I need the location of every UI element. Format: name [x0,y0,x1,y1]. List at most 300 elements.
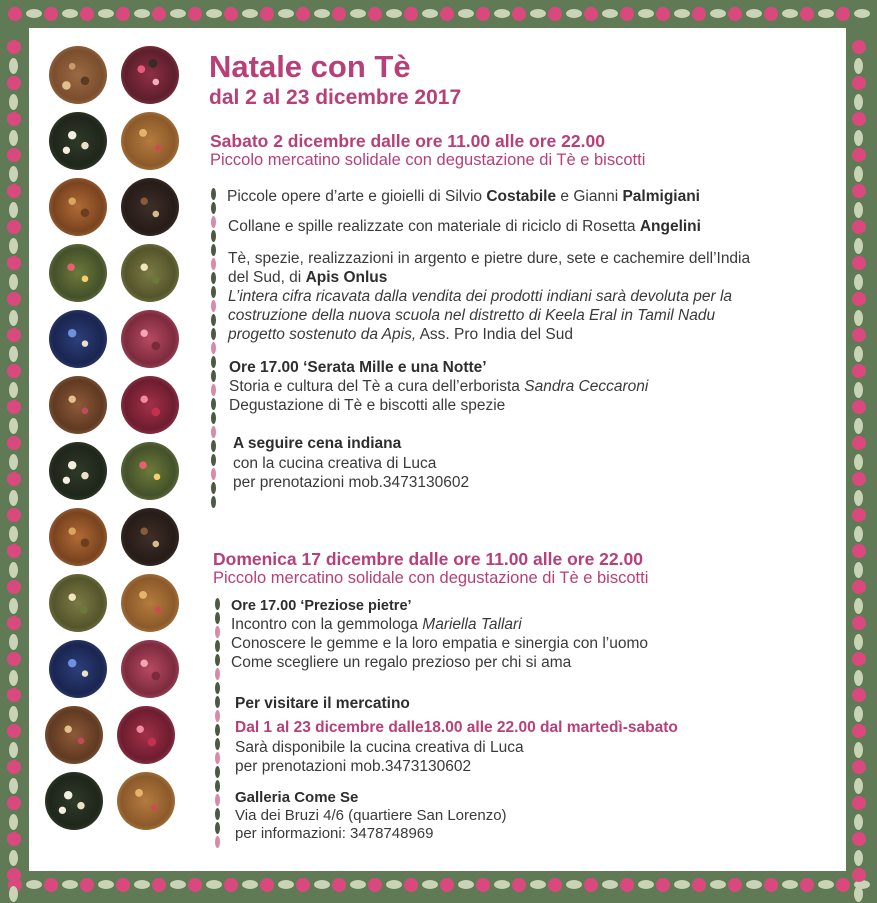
sunday-event-line3: Come scegliere un regalo prezioso per chi si ama [231,654,572,671]
border-dot [368,878,382,892]
border-dot [728,878,742,892]
bullet-leaf-icon [215,808,220,820]
bullet-leaf-icon [211,188,216,200]
bullet-leaf-icon [215,738,220,750]
border-leaf [854,454,863,470]
border-leaf [782,9,798,18]
bullet-leaf-icon [215,766,220,778]
artworks-text: Piccole opere d’arte e gioielli di Silvio [227,188,487,205]
border-dot [852,220,866,234]
border-dot [7,688,21,702]
border-dot [584,878,598,892]
border-dot [548,878,562,892]
donation-italic: progetto sostenuto da Apis, [228,326,417,343]
border-leaf [98,9,114,18]
border-dot [440,7,454,21]
tea-herb-image [49,574,107,632]
border-leaf [278,880,294,889]
border-dot [188,7,202,21]
bullet-leaf-icon [211,496,216,508]
event-text: Storia e cultura del Tè a cura dell’erborista [229,378,525,395]
tea-herb-image [121,178,179,236]
visit-booking: per prenotazioni mob.3473130602 [235,758,472,775]
border-leaf [9,634,18,650]
bullet-leaf-icon [215,612,220,624]
border-leaf [170,9,186,18]
border-leaf [854,814,863,830]
saturday-event-line2: Degustazione di Tè e biscotti alle spezie [229,397,506,414]
border-leaf [206,880,222,889]
bullet-leaf-icon [211,384,216,396]
border-dot [80,878,94,892]
jewelry-text: Collane e spille realizzate con materiale di riciclo di Rosetta [228,218,640,235]
border-dot [80,7,94,21]
tea-herb-image [121,376,179,434]
border-dot [7,256,21,270]
border-leaf [26,880,42,889]
tea-herb-image [49,508,107,566]
border-leaf [9,274,18,290]
border-dot [7,220,21,234]
border-dot [7,400,21,414]
border-dot [620,878,634,892]
border-dot [852,688,866,702]
event-dates: dal 2 al 23 dicembre 2017 [209,86,462,109]
border-dot [7,148,21,162]
border-dot [116,7,130,21]
artist-name: Costabile [486,188,557,205]
border-dot [692,878,706,892]
bullet-leaf-icon [215,668,220,680]
border-dot [852,436,866,450]
border-dot [7,328,21,342]
tea-herb-image [121,310,179,368]
tea-herb-image [121,508,179,566]
border-leaf [314,880,330,889]
border-dot [836,7,850,21]
bullet-leaf-icon [211,244,216,256]
border-leaf [566,9,582,18]
bullet-leaf-icon [215,780,220,792]
border-leaf [9,166,18,182]
border-dot [368,7,382,21]
tea-herb-image [45,772,103,830]
bullet-leaf-icon [215,794,220,806]
bullet-leaf-icon [215,710,220,722]
tea-herb-image [49,310,107,368]
flyer-panel [29,28,846,871]
border-leaf [854,94,863,110]
border-leaf [206,9,222,18]
border-dot [116,878,130,892]
tea-herb-image [121,574,179,632]
border-leaf [854,886,863,902]
border-dot [852,184,866,198]
border-dot [548,7,562,21]
sunday-event-line2: Conoscere le gemme e la loro empatia e sinergia con l’uomo [231,635,648,652]
border-leaf [854,418,863,434]
border-leaf [9,58,18,74]
border-leaf [9,94,18,110]
border-leaf [9,778,18,794]
border-leaf [674,9,690,18]
artist-name: Angelini [639,218,701,235]
border-leaf [422,9,438,18]
border-dot [7,40,21,54]
tea-herb-image [49,442,107,500]
border-leaf [746,9,762,18]
bullet-leaf-icon [215,724,220,736]
border-leaf [9,130,18,146]
border-leaf [9,742,18,758]
border-leaf [9,490,18,506]
border-leaf [9,346,18,362]
border-leaf [494,880,510,889]
border-dot [692,7,706,21]
border-leaf [854,526,863,542]
border-leaf [458,880,474,889]
border-dot [332,7,346,21]
border-dot [7,184,21,198]
venue-address: Via dei Bruzi 4/6 (quartiere San Lorenzo) [235,807,507,824]
border-leaf [818,880,834,889]
border-leaf [854,166,863,182]
bullet-leaf-icon [211,328,216,340]
border-leaf [602,9,618,18]
border-dot [852,364,866,378]
tea-herb-image [49,178,107,236]
border-dot [728,7,742,21]
border-leaf [854,562,863,578]
border-leaf [854,58,863,74]
venue-name: Galleria Come Se [235,789,359,806]
organization-name: Apis Onlus [305,269,388,286]
border-dot [852,544,866,558]
border-dot [852,400,866,414]
border-dot [476,7,490,21]
saturday-subheading: Piccolo mercatino solidale con degustazione di Tè e biscotti [210,151,646,169]
border-leaf [854,490,863,506]
tea-herb-image [121,112,179,170]
border-leaf [9,310,18,326]
visit-title: Per visitare il mercatino [235,695,410,712]
border-leaf [854,274,863,290]
border-leaf [278,9,294,18]
bullet-leaf-icon [211,314,216,326]
bullet-leaf-icon [215,836,220,848]
border-dot [764,878,778,892]
border-leaf [854,202,863,218]
bullet-leaf-icon [215,654,220,666]
bullet-leaf-icon [215,640,220,652]
bullet-leaf-icon [211,286,216,298]
bullet-leaf-icon [215,822,220,834]
border-dot [7,544,21,558]
bullet-leaf-icon [211,412,216,424]
visit-line1: Sarà disponibile la cucina creativa di Luca [235,739,524,756]
border-dot [152,7,166,21]
border-leaf [854,382,863,398]
border-dot [620,7,634,21]
border-dot [852,724,866,738]
list-item-india-line2 [228,268,387,287]
border-leaf [854,670,863,686]
border-dot [800,7,814,21]
border-dot [260,878,274,892]
border-leaf [26,9,42,18]
border-dot [852,472,866,486]
border-dot [440,878,454,892]
border-leaf [134,9,150,18]
border-leaf [9,562,18,578]
artist-name: Palmigiani [622,188,700,205]
sunday-subheading: Piccolo mercatino solidale con degustazione di Tè e biscotti [213,569,649,587]
list-item-jewelry [228,217,701,236]
border-leaf [854,850,863,866]
border-leaf [242,880,258,889]
border-leaf [710,880,726,889]
bullet-leaf-icon [211,398,216,410]
border-dot [404,7,418,21]
border-dot [296,7,310,21]
bullet-leaf-icon [215,682,220,694]
border-leaf [386,9,402,18]
border-dot [332,878,346,892]
border-leaf [854,238,863,254]
border-leaf [854,130,863,146]
border-leaf [62,9,78,18]
border-dot [800,878,814,892]
border-dot [44,878,58,892]
bullet-leaf-icon [211,300,216,312]
border-leaf [9,850,18,866]
tea-herb-image [121,244,179,302]
border-leaf [242,9,258,18]
saturday-heading: Sabato 2 dicembre dalle ore 11.00 alle ore 22.00 [210,131,605,151]
bullet-leaf-icon [211,426,216,438]
border-leaf [170,880,186,889]
border-dot [476,878,490,892]
bullet-leaf-icon [211,230,216,242]
border-dot [7,436,21,450]
border-leaf [9,454,18,470]
page-title: Natale con Tè [209,49,411,84]
border-dot [852,652,866,666]
border-dot [852,256,866,270]
artworks-text-mid: e Gianni [556,188,623,205]
border-leaf [62,880,78,889]
bullet-leaf-icon [211,370,216,382]
dinner-title: A seguire cena indiana [233,435,402,452]
border-leaf [854,346,863,362]
tea-herb-image [121,640,179,698]
border-leaf [602,880,618,889]
border-leaf [710,9,726,18]
border-leaf [746,880,762,889]
border-leaf [422,880,438,889]
border-leaf [674,880,690,889]
border-dot [512,7,526,21]
list-item-artworks [227,187,700,206]
event-text: Incontro con la gemmologa [231,616,423,633]
border-leaf [9,598,18,614]
tea-herb-image [49,46,107,104]
border-leaf [854,706,863,722]
bullet-leaf-icon [211,356,216,368]
tea-herb-image [49,640,107,698]
border-leaf [134,880,150,889]
bullet-leaf-icon [211,216,216,228]
border-dot [188,878,202,892]
bullet-leaf-icon [215,598,220,610]
border-dot [852,292,866,306]
sunday-heading: Domenica 17 dicembre dalle ore 11.00 alle ore 22.00 [213,549,643,569]
border-leaf [9,706,18,722]
border-leaf [854,310,863,326]
bullet-leaf-icon [211,202,216,214]
border-leaf [854,598,863,614]
saturday-event-line1 [229,377,648,396]
bullet-leaf-icon [215,626,220,638]
border-leaf [386,880,402,889]
tea-herb-image [49,376,107,434]
bullet-leaf-icon [211,482,216,494]
border-dot [656,878,670,892]
border-leaf [854,742,863,758]
tea-herb-image [45,706,103,764]
border-dot [852,616,866,630]
border-dot [7,112,21,126]
border-leaf [350,880,366,889]
bullet-leaf-icon [211,272,216,284]
tea-herb-image [117,772,175,830]
bullet-leaf-icon [211,440,216,452]
border-leaf [9,814,18,830]
border-leaf [9,418,18,434]
bullet-leaf-icon [211,258,216,270]
border-dot [44,7,58,21]
border-leaf [638,9,654,18]
border-dot [852,868,866,882]
list-item-india-line1: Tè, spezie, realizzazioni in argento e pietre dure, sete e cachemire dell’India [228,250,751,267]
border-leaf [98,880,114,889]
border-dot [404,878,418,892]
border-dot [764,7,778,21]
border-dot [7,760,21,774]
border-dot [852,40,866,54]
border-dot [852,148,866,162]
india-text: del Sud, di [228,269,306,286]
border-dot [852,112,866,126]
border-dot [656,7,670,21]
border-dot [8,7,22,21]
border-leaf [9,526,18,542]
border-dot [584,7,598,21]
border-leaf [9,382,18,398]
border-dot [224,7,238,21]
bullet-leaf-icon [215,696,220,708]
border-dot [852,76,866,90]
gemologist-name: Mariella Tallari [422,616,522,633]
border-leaf [494,9,510,18]
border-dot [852,508,866,522]
border-dot [7,832,21,846]
border-leaf [638,880,654,889]
border-dot [7,652,21,666]
dinner-booking: per prenotazioni mob.3473130602 [233,474,470,491]
border-dot [7,616,21,630]
visit-hours: Dal 1 al 23 dicembre dalle18.00 alle 22.00 dal martedì-sabato [235,719,678,736]
border-leaf [782,880,798,889]
border-leaf [854,778,863,794]
border-leaf [458,9,474,18]
saturday-event-title: Ore 17.00 ‘Serata Mille e una Notte’ [229,359,487,376]
border-dot [260,7,274,21]
tea-herb-image [121,442,179,500]
border-leaf [530,9,546,18]
border-dot [512,878,526,892]
herbalist-name: Sandra Ceccaroni [524,378,649,395]
border-dot [7,472,21,486]
donation-note-line3 [228,325,573,344]
border-dot [852,580,866,594]
border-leaf [9,886,18,902]
border-dot [7,796,21,810]
border-dot [7,292,21,306]
border-dot [7,364,21,378]
border-leaf [854,9,870,18]
border-dot [7,580,21,594]
border-dot [852,328,866,342]
tea-herb-image [121,46,179,104]
border-leaf [9,238,18,254]
border-leaf [818,9,834,18]
border-dot [296,878,310,892]
donation-note-line2: costruzione della nuova scuola nel distretto di Keela Eral in Tamil Nadu [228,307,716,324]
tea-herb-image [49,244,107,302]
border-leaf [854,634,863,650]
border-dot [852,760,866,774]
venue-info: per informazioni: 3478748969 [235,825,434,842]
donation-note-line1: L’intera cifra ricavata dalla vendita dei prodotti indiani sarà devoluta per la [228,288,733,305]
border-leaf [9,670,18,686]
border-dot [224,878,238,892]
tea-herb-image [49,112,107,170]
border-leaf [314,9,330,18]
sunday-event-line1 [231,615,522,634]
border-dot [852,832,866,846]
bullet-leaf-icon [211,468,216,480]
tea-herb-image [117,706,175,764]
border-dot [7,508,21,522]
bullet-leaf-icon [211,454,216,466]
border-dot [152,878,166,892]
dinner-line1: con la cucina creativa di Luca [233,455,437,472]
donation-rest: Ass. Pro India del Sud [416,326,573,343]
border-leaf [530,880,546,889]
border-leaf [566,880,582,889]
border-dot [7,724,21,738]
border-leaf [9,202,18,218]
border-dot [852,796,866,810]
sunday-event-title: Ore 17.00 ‘Preziose pietre’ [231,598,412,614]
border-dot [7,76,21,90]
border-dot [7,868,21,882]
border-dot [836,878,850,892]
bullet-leaf-icon [215,752,220,764]
bullet-leaf-icon [211,342,216,354]
border-leaf [350,9,366,18]
